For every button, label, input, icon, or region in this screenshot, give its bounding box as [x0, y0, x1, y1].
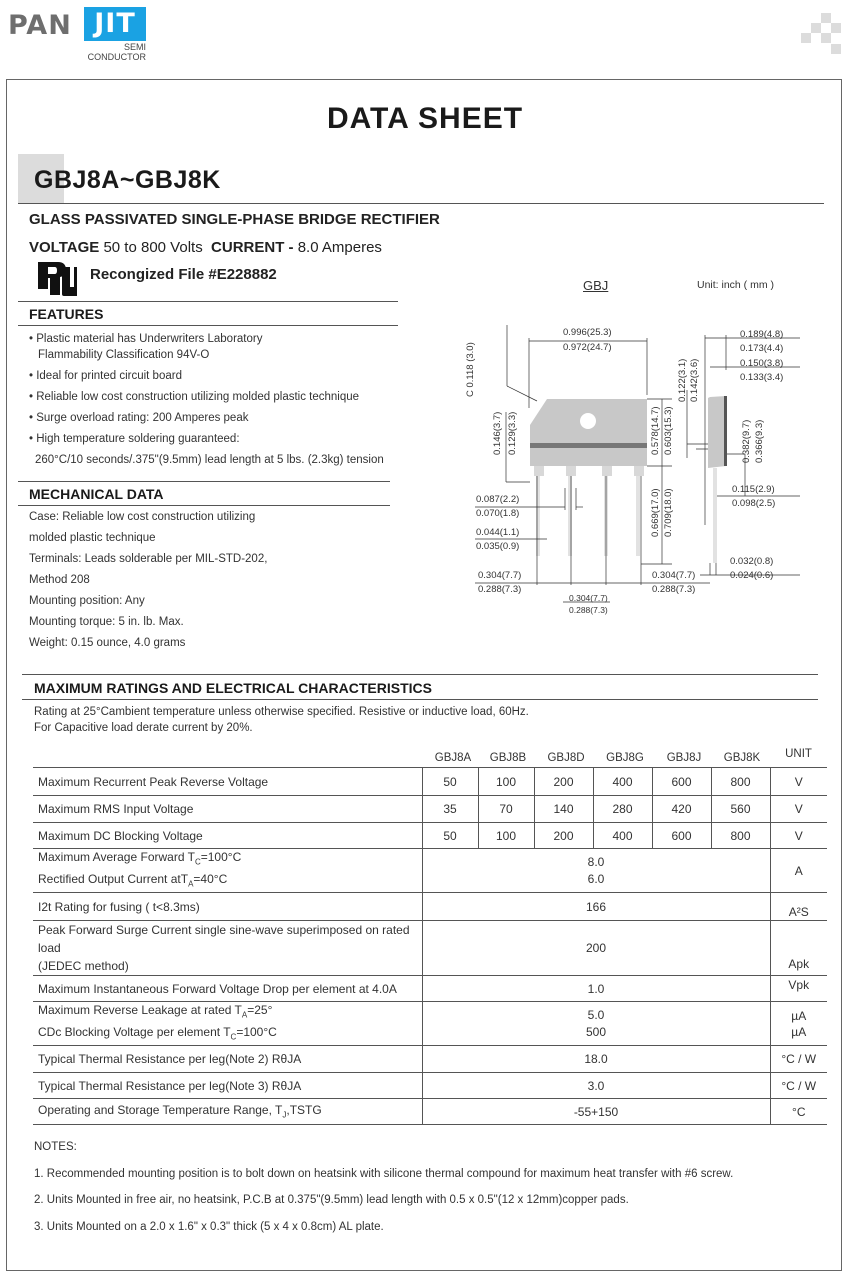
page-title: DATA SHEET — [326, 102, 524, 135]
desc-line: CDc Blocking Voltage per element T — [38, 1024, 231, 1039]
desc-line: Maximum Average Forward T — [38, 850, 195, 865]
row-description: Maximum Instantaneous Forward Voltage Drop per element at 4.0A — [33, 976, 422, 1002]
table-row — [33, 976, 827, 1002]
product-description: GLASS PASSIVATED SINGLE-PHASE BRIDGE RECTIFIER — [29, 211, 440, 228]
unit-line: µA — [791, 1008, 807, 1023]
cell-value: 35 — [422, 796, 478, 823]
desc-tail: =100°C — [236, 1024, 277, 1039]
row-description: I2t Rating for fusing ( t<8.3ms) — [33, 893, 422, 921]
cell-unit: °C — [770, 1099, 827, 1125]
cell-value: 140 — [534, 796, 593, 823]
table-row — [33, 921, 827, 976]
dim-side-h3: 0.382(9.7) — [741, 419, 752, 463]
dim-side-h2: 0.142(3.6) — [689, 358, 700, 402]
dim-pitch-center-min: 0.288(7.3) — [569, 605, 608, 615]
cell-unit: °C / W — [770, 1073, 827, 1099]
desc-line: Peak Forward Surge Current single sine-wave superimposed on rated load — [38, 923, 410, 955]
cell-unit: A — [770, 849, 827, 893]
cell-value: 560 — [711, 796, 770, 823]
dim-side-h1: 0.122(3.1) — [677, 358, 688, 402]
logo-pan-text: PAN — [8, 10, 72, 41]
dim-side-lead-thk-min: 0.024(0.6) — [730, 570, 774, 581]
package-label: GBJ — [583, 278, 609, 293]
divider — [22, 699, 818, 700]
dim-side-h4: 0.366(9.3) — [754, 419, 765, 463]
decorative-square-icon — [801, 33, 811, 43]
decorative-square-icon — [821, 13, 831, 23]
mechanical-item: Method 208 — [29, 574, 90, 586]
table-row — [33, 823, 827, 849]
cell-value: 100 — [478, 823, 534, 849]
cell-value: 600 — [652, 768, 711, 796]
mechanical-item: Weight: 0.15 ounce, 4.0 grams — [29, 637, 186, 649]
cell-value: 400 — [593, 768, 652, 796]
row-description: Typical Thermal Resistance per leg(Note 2) RθJA — [33, 1046, 422, 1073]
subscript: C — [230, 1031, 237, 1041]
feature-item: • High temperature soldering guaranteed: — [29, 433, 240, 445]
dim-lead-length-min: 0.669(17.0) — [650, 488, 661, 537]
row-description: Maximum Recurrent Peak Reverse Voltage — [33, 768, 422, 796]
dim-side-thickness-max: 0.189(4.8) — [740, 329, 784, 340]
decorative-square-icon — [831, 44, 841, 54]
cell-value: 800 — [711, 768, 770, 796]
row-description: Maximum DC Blocking Voltage — [33, 823, 422, 849]
column-header: GBJ8A — [434, 752, 472, 764]
cell-unit: A²S — [770, 893, 827, 921]
row-description: Maximum RMS Input Voltage — [33, 796, 422, 823]
ratings-table — [33, 767, 827, 1125]
dim-pitch-right-min: 0.288(7.3) — [652, 584, 696, 595]
desc-line: Maximum Reverse Leakage at rated T — [38, 1003, 242, 1018]
cell-value: 50 — [422, 823, 478, 849]
cell-value: 3.0 — [422, 1073, 770, 1099]
value-line: 6.0 — [587, 871, 605, 886]
logo-sub-conductor: CONDUCTOR — [87, 52, 146, 62]
table-row — [33, 1046, 827, 1073]
divider — [18, 301, 398, 302]
desc-line: Operating and Storage Temperature Range, T — [38, 1103, 283, 1118]
dim-width-min: 0.972(24.7) — [563, 342, 612, 353]
cell-value — [422, 849, 770, 893]
dim-pitch-center-max: 0.304(7.7) — [569, 593, 608, 603]
desc-tail: =25° — [247, 1003, 273, 1018]
cell-value: 200 — [422, 921, 770, 976]
dim-lead-width-min: 0.070(1.8) — [476, 508, 520, 519]
logo-sub-semi: SEMI — [123, 42, 146, 52]
voltage-value: 50 to 800 Volts — [103, 239, 203, 256]
cell-value: 18.0 — [422, 1046, 770, 1073]
cell-unit: Apk — [770, 921, 827, 976]
cell-value: -55+150 — [422, 1099, 770, 1125]
table-row — [33, 796, 827, 823]
decorative-square-icon — [811, 23, 821, 33]
cell-value: 50 — [422, 768, 478, 796]
dim-pitch-right-max: 0.304(7.7) — [652, 570, 696, 581]
decorative-square-icon — [831, 23, 841, 33]
feature-item: • Plastic material has Underwriters Laboratory — [29, 333, 263, 345]
value-line: 500 — [585, 1024, 607, 1039]
cell-unit: V — [770, 768, 827, 796]
cell-unit: V — [770, 823, 827, 849]
divider — [18, 325, 398, 326]
dim-side-body-min: 0.133(3.4) — [740, 372, 784, 383]
unit-line: µA — [791, 1024, 807, 1039]
dim-side-thickness-min: 0.173(4.4) — [740, 343, 784, 354]
divider — [18, 203, 824, 204]
current-value: 8.0 Amperes — [297, 239, 382, 256]
dim-side-lead-thk-max: 0.032(0.8) — [730, 556, 774, 567]
cell-value: 200 — [534, 768, 593, 796]
feature-item: • Surge overload rating: 200 Amperes peak — [29, 412, 249, 424]
ul-recognized-file: Recongized File #E228882 — [90, 266, 277, 283]
dim-hole-max: 0.146(3.7) — [492, 411, 503, 455]
dim-pitch-left-min: 0.288(7.3) — [478, 584, 522, 595]
dim-lead-thickness-max: 0.044(1.1) — [476, 527, 520, 538]
dim-width-max: 0.996(25.3) — [563, 327, 612, 338]
dim-side-lead-min: 0.098(2.5) — [732, 498, 776, 509]
mechanical-item: Mounting torque: 5 in. lb. Max. — [29, 616, 184, 628]
unit-header: UNIT — [785, 748, 812, 760]
column-header: GBJ8D — [547, 752, 585, 764]
divider — [22, 674, 818, 675]
desc-tail: ,TSTG — [286, 1103, 322, 1118]
table-row — [33, 768, 827, 796]
dim-lead-width-max: 0.087(2.2) — [476, 494, 520, 505]
ratings-note-2: For Capacitive load derate current by 20%. — [34, 722, 253, 734]
cell-unit — [770, 1002, 827, 1046]
voltage-current-summary — [29, 239, 382, 256]
column-header: GBJ8G — [606, 752, 644, 764]
cell-unit: Vpk — [770, 976, 827, 1002]
cell-value: 400 — [593, 823, 652, 849]
unit-label: Unit: inch ( mm ) — [697, 279, 775, 291]
current-label: CURRENT - — [211, 239, 294, 256]
desc-tail: =100°C — [200, 850, 242, 865]
cell-value: 200 — [534, 823, 593, 849]
table-row — [33, 893, 827, 921]
logo-jit-badge: JIT — [84, 7, 146, 41]
row-description: Typical Thermal Resistance per leg(Note 3) RθJA — [33, 1073, 422, 1099]
dim-pitch-left-max: 0.304(7.7) — [478, 570, 522, 581]
table-row — [33, 849, 827, 893]
ratings-note-1: Rating at 25°Cambient temperature unless otherwise specified. Resistive or inductive load, 60Hz. — [34, 706, 529, 718]
mechanical-item: Case: Reliable low cost construction utilizing — [29, 511, 256, 523]
cell-value — [422, 1002, 770, 1046]
mechanical-heading: MECHANICAL DATA — [29, 486, 164, 502]
features-heading: FEATURES — [29, 306, 104, 322]
decorative-square-icon — [821, 33, 831, 43]
dim-chamfer: C 0.118 (3.0) — [465, 342, 476, 397]
feature-item: • Ideal for printed circuit board — [29, 370, 182, 382]
feature-item: 260°C/10 seconds/.375"(9.5mm) lead length at 5 lbs. (2.3kg) tension — [35, 454, 384, 466]
dim-height-min: 0.578(14.7) — [650, 406, 661, 455]
value-line: 8.0 — [587, 854, 605, 869]
desc-line: Rectified Output Current atT — [38, 871, 189, 886]
cell-value: 420 — [652, 796, 711, 823]
divider — [18, 481, 390, 482]
voltage-label: VOLTAGE — [29, 239, 100, 256]
cell-value: 166 — [422, 893, 770, 921]
cell-value: 600 — [652, 823, 711, 849]
row-description — [33, 1099, 422, 1125]
dim-side-lead-max: 0.115(2.9) — [732, 484, 775, 495]
note-item: 2. Units Mounted in free air, no heatsink, P.C.B at 0.375"(9.5mm) lead length with 0.5 x 0.5"(12 x 12mm)copper pads. — [34, 1194, 629, 1206]
note-item: 1. Recommended mounting position is to bolt down on heatsink with silicone thermal compound for maximum heat transfer with #6 screw. — [34, 1168, 734, 1180]
cell-value: 70 — [478, 796, 534, 823]
row-description — [33, 921, 422, 976]
column-header: GBJ8K — [723, 752, 761, 764]
subscript: J — [282, 1110, 287, 1120]
mechanical-item: Terminals: Leads solderable per MIL-STD-202, — [29, 553, 268, 565]
cell-unit: °C / W — [770, 1046, 827, 1073]
dim-lead-length-max: 0.709(18.0) — [663, 488, 674, 537]
cell-value: 280 — [593, 796, 652, 823]
row-description — [33, 849, 422, 893]
cell-value: 1.0 — [422, 976, 770, 1002]
row-description — [33, 1002, 422, 1046]
notes-heading: NOTES: — [34, 1141, 77, 1153]
mechanical-item: molded plastic technique — [29, 532, 156, 544]
column-header: GBJ8J — [666, 752, 702, 764]
ratings-heading: MAXIMUM RATINGS AND ELECTRICAL CHARACTERISTICS — [34, 680, 432, 696]
value-line: 5.0 — [587, 1007, 605, 1022]
dim-lead-thickness-min: 0.035(0.9) — [476, 541, 520, 552]
feature-item: • Reliable low cost construction utilizing molded plastic technique — [29, 391, 360, 403]
mechanical-item: Mounting position: Any — [29, 595, 145, 607]
divider — [18, 505, 390, 506]
table-row — [33, 1002, 827, 1046]
desc-line: (JEDEC method) — [38, 959, 129, 973]
cell-value: 800 — [711, 823, 770, 849]
subscript: A — [241, 1010, 248, 1020]
feature-item: Flammability Classification 94V-O — [38, 349, 210, 361]
part-number: GBJ8A~GBJ8K — [34, 166, 221, 194]
note-item: 3. Units Mounted on a 2.0 x 1.6" x 0.3" thick (5 x 4 x 0.8cm) AL plate. — [34, 1221, 384, 1233]
desc-tail: =40°C — [193, 871, 228, 886]
cell-value: 100 — [478, 768, 534, 796]
table-row — [33, 1099, 827, 1125]
dim-side-body-max: 0.150(3.8) — [740, 358, 784, 369]
dim-hole-min: 0.129(3.3) — [507, 411, 518, 455]
subscript: A — [188, 878, 194, 888]
ul-logo-icon — [36, 259, 78, 299]
subscript: C — [194, 857, 201, 867]
table-row — [33, 1073, 827, 1099]
column-header: GBJ8B — [489, 752, 527, 764]
cell-unit: V — [770, 796, 827, 823]
dim-height-max: 0.603(15.3) — [663, 406, 674, 455]
